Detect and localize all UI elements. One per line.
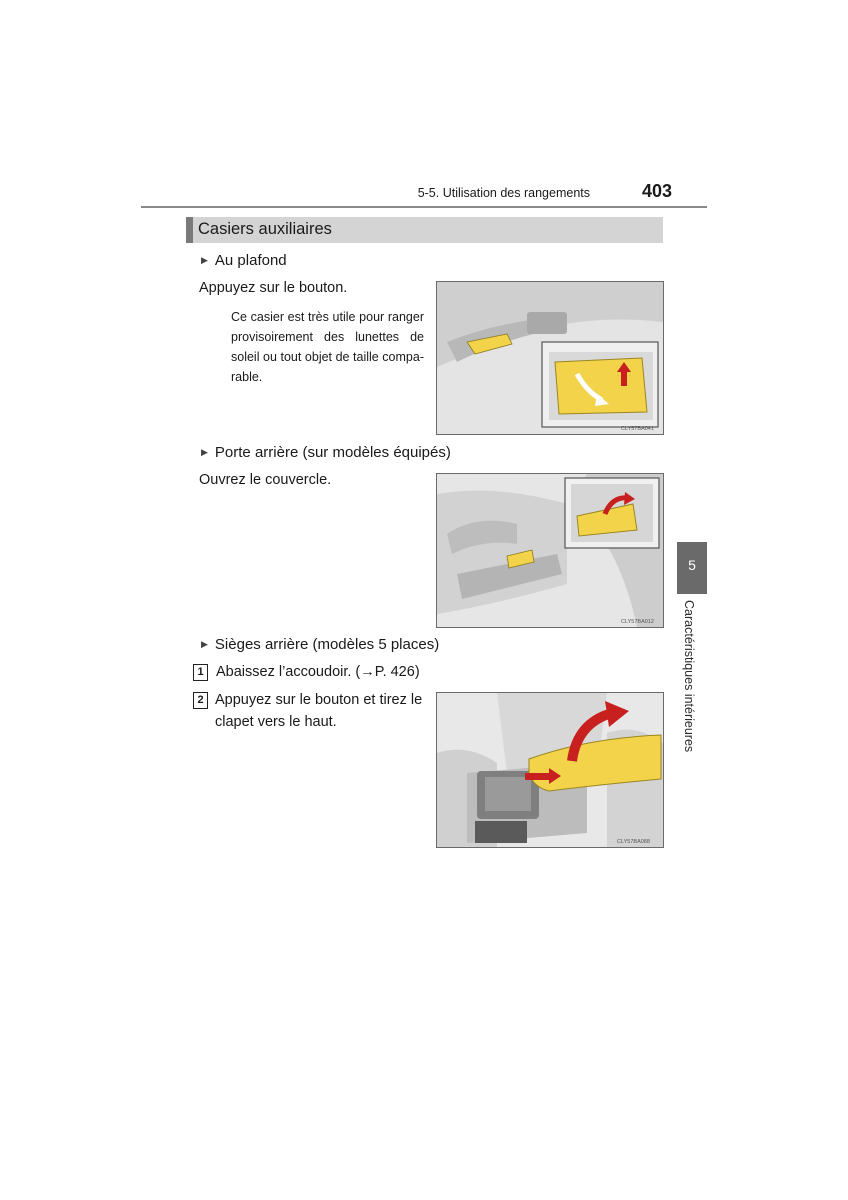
triangle-bullet-icon: ▶ xyxy=(201,255,208,265)
rear-door-image-code: CLY57BA012 xyxy=(621,619,654,625)
rear-door-instruction: Ouvrez le couvercle. xyxy=(199,472,332,488)
step-number-badge: 1 xyxy=(193,664,208,681)
chapter-tab: 5 xyxy=(677,542,707,594)
step-2-text: Appuyez sur le bouton et tirez le clapet vers le haut. xyxy=(215,692,423,730)
step-1-text: Abaissez l’accoudoir. (→P. 426) xyxy=(216,664,420,680)
page-number: 403 xyxy=(641,181,672,201)
bullet-ceiling-label: Au plafond xyxy=(214,252,287,269)
bullet-rear-door xyxy=(201,442,451,463)
step-number-badge: 2 xyxy=(193,692,208,709)
bullet-rear-seats-label: Sièges arrière (modèles 5 places) xyxy=(214,636,440,653)
triangle-bullet-icon: ▶ xyxy=(201,639,208,649)
rear-seat-armrest-illustration xyxy=(436,692,664,848)
ceiling-image-code: CLY57BA041 xyxy=(621,426,654,432)
ceiling-instruction: Appuyez sur le bouton. xyxy=(199,280,348,296)
bullet-rear-seats xyxy=(201,634,439,655)
rear-seats-image-code: CLY57BA088 xyxy=(617,839,650,845)
chapter-label: Caractéristiques intérieures xyxy=(682,600,696,753)
section-title: Casiers auxiliaires xyxy=(198,220,332,238)
step-1 xyxy=(193,661,420,683)
rear-door-compartment-illustration xyxy=(436,473,664,628)
step-2 xyxy=(193,689,428,733)
header-divider xyxy=(141,206,707,208)
header-section-title: 5-5. Utilisation des rangements xyxy=(417,186,590,200)
bullet-ceiling xyxy=(201,250,287,271)
triangle-bullet-icon: ▶ xyxy=(201,447,208,457)
ceiling-compartment-illustration xyxy=(436,281,664,435)
ceiling-note: Ce casier est très utile pour ranger provisoirement des lunettes de soleil ou tout objet de taille compa-rable. xyxy=(231,310,424,384)
bullet-rear-door-label: Porte arrière (sur modèles équipés) xyxy=(214,444,451,461)
